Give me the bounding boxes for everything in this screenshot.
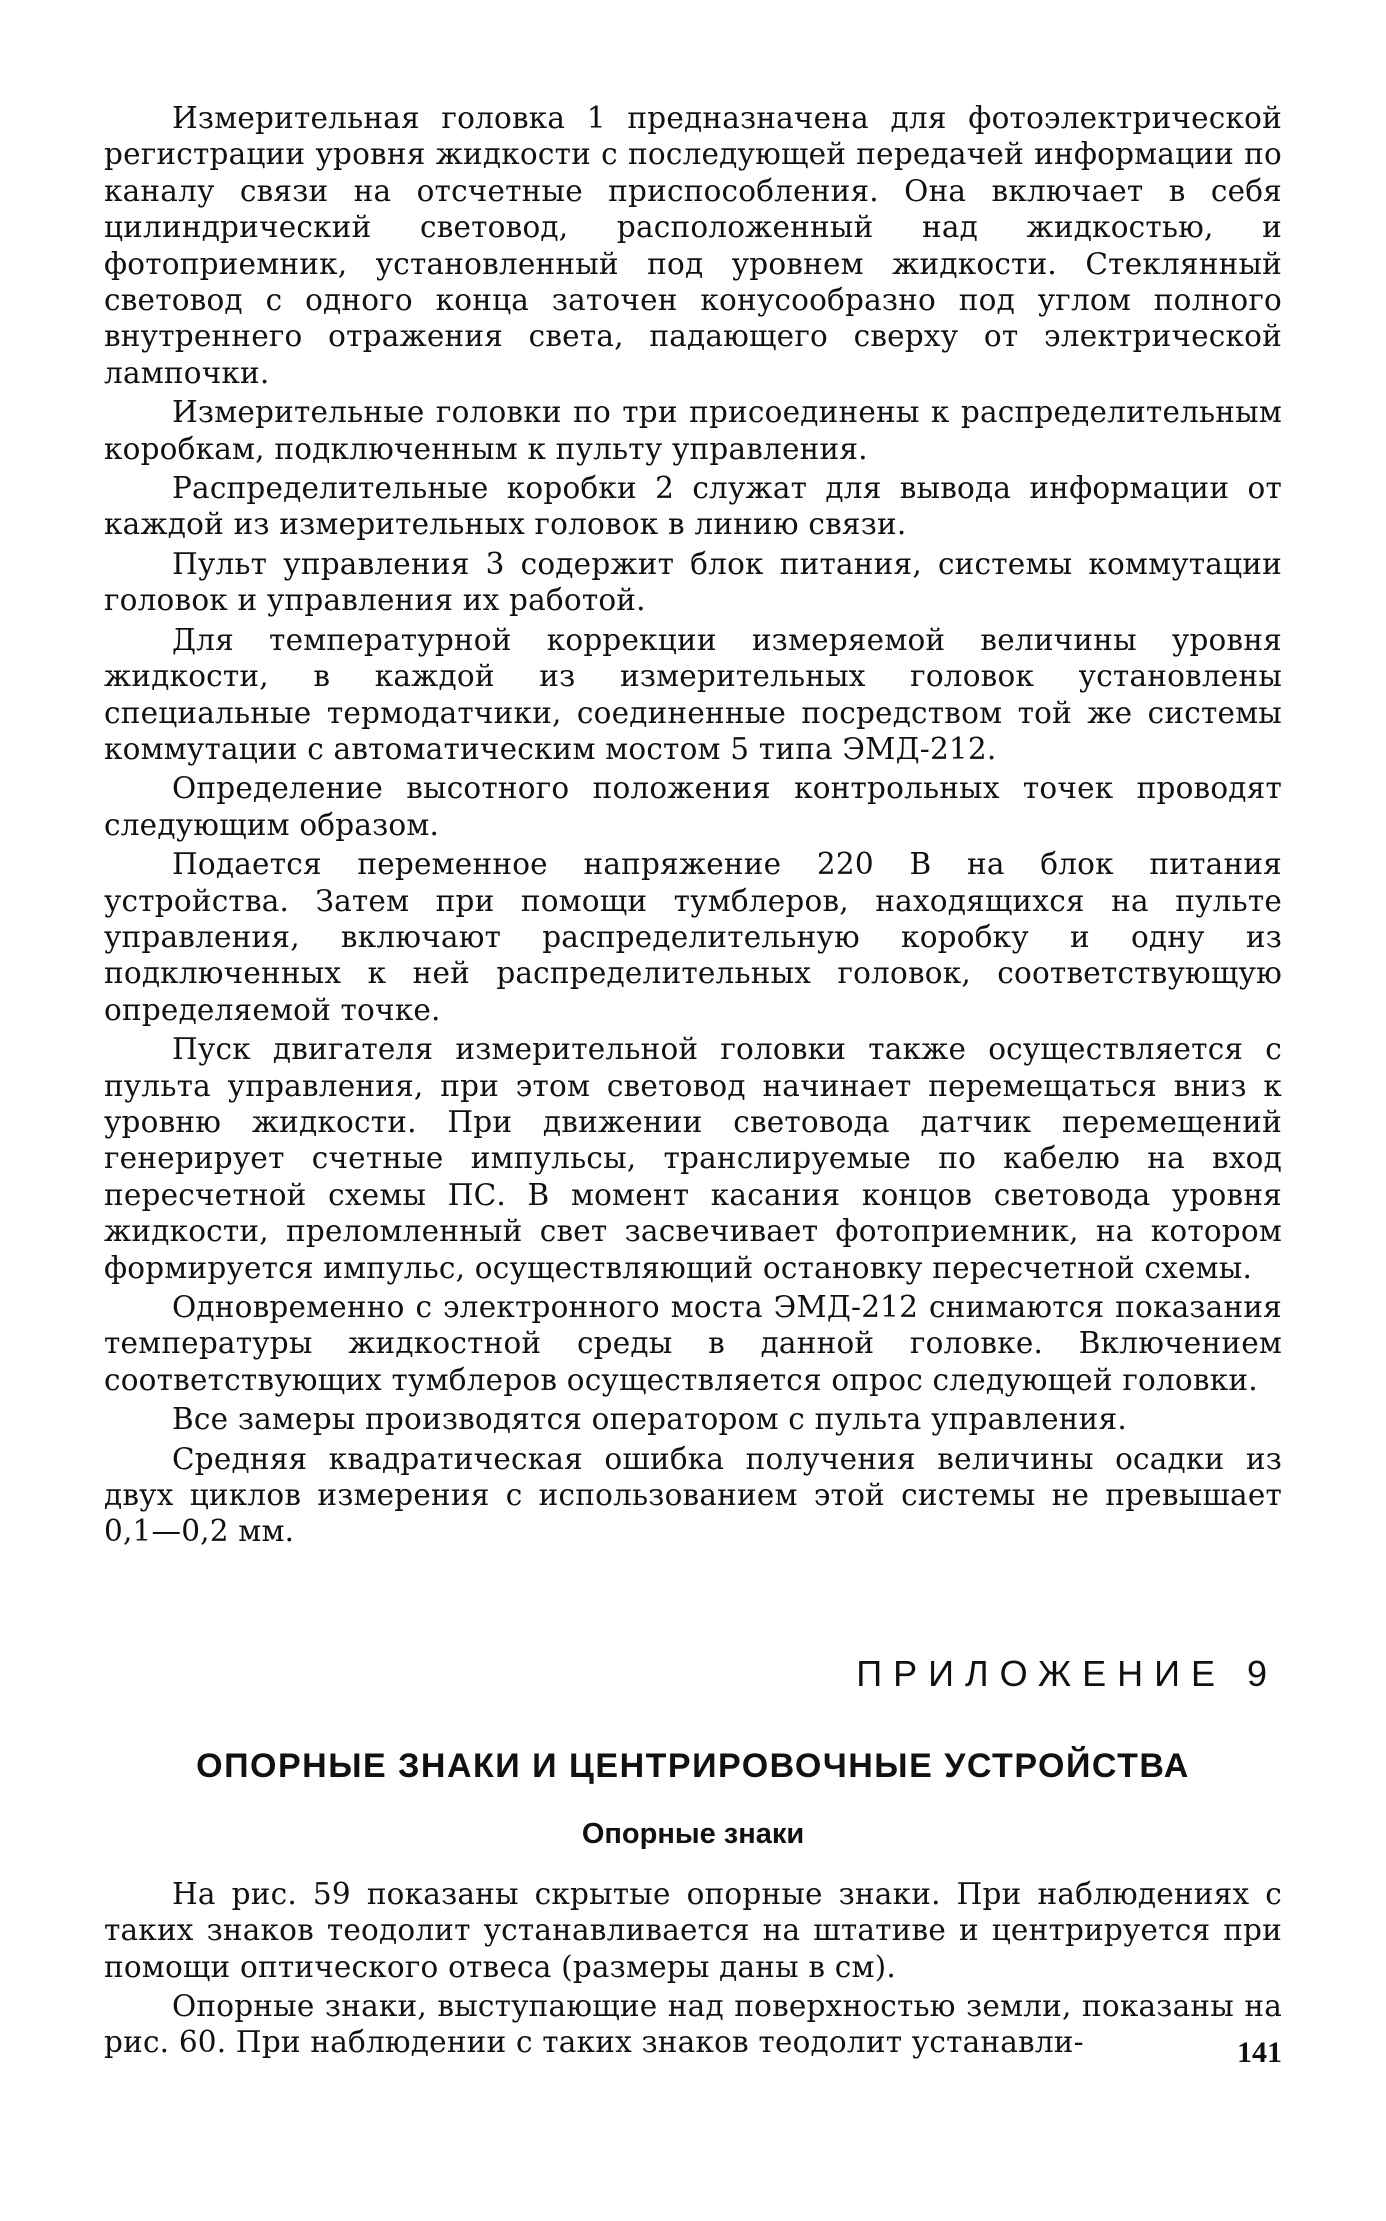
paragraph: Пульт управления 3 содержит блок питания, системы коммутации головок и управления их работой. [104,546,1282,618]
paragraph: Все замеры производятся оператором с пульта управления. [172,1402,1127,1437]
paragraph: Для температурной коррекции измеряемой величины уровня жидкости, в каждой из измерительных головок установлены специальные термодатчики, соединенные посредством той же системы коммутации с автоматическим мостом 5 типа ЭМД-212. [104,622,1282,766]
paragraph: Определение высотного положения контрольных точек проводят следующим образом. [104,771,1282,842]
paragraph: Измерительная головка 1 предназначена для фотоэлектрической регистрации уровня жидкости с последующей передачей информации по каналу связи на отсчетные приспособления. Она включает в себя цилиндрический световод, расположенный над жидкостью, и фотоприемник, установленный под уровнем жидкости. Стеклянный световод с одного конца заточен конусообразно под углом полного внутреннего отражения света, падающего сверху от электрической лампочки. [104,101,1282,390]
subsection-title: Опорные знаки [581,1817,805,1850]
paragraph: Опорные знаки, выступающие над поверхностью земли, показаны на рис. 60. При наблюдении с таких знаков теодолит устанавли- [104,1989,1282,2060]
paragraph: Распределительные коробки 2 служат для вывода информации от каждой из измерительных головок в линию связи. [104,471,1282,542]
section-title: ОПОРНЫЕ ЗНАКИ И ЦЕНТРИРОВОЧНЫЕ УСТРОЙСТВА [196,1746,1190,1785]
paragraph: Средняя квадратическая ошибка получения величины осадки из двух циклов измерения с использованием этой системы не превышает 0,1—0,2 мм. [104,1441,1282,1549]
paragraph: Подается переменное напряжение 220 В на блок питания устройства. Затем при помощи тумблеров, находящихся на пульте управления, включают распределительную коробку и одну из подключенных к ней распределительных головок, соответствующую определяемой точке. [104,847,1282,1027]
paragraph: На рис. 59 показаны скрытые опорные знаки. При наблюдениях с таких знаков теодолит устанавливается на штативе и центрируется при помощи оптического отвеса (размеры даны в см). [104,1876,1282,1984]
page-number: 141 [1237,2036,1282,2069]
appendix-label: ПРИЛОЖЕНИЕ 9 [856,1652,1278,1694]
paragraph: Измерительные головки по три присоединены к распределительным коробкам, подключенным к пульту управления. [104,395,1282,466]
paragraph: Пуск двигателя измерительной головки также осуществляется с пульта управления, при этом световод начинает перемещаться вниз к уровню жидкости. При движении световода датчик перемещений генерирует счетные импульсы, транслируемые по кабелю на вход пересчетной схемы ПС. В момент касания концов световода уровня жидкости, преломленный свет засвечивает фотоприемник, на котором формируется импульс, осуществляющий остановку пересчетной схемы. [104,1032,1282,1285]
page-content [104,100,1282,2061]
paragraph: Одновременно с электронного моста ЭМД-212 снимаются показания температуры жидкостной среды в данной головке. Включением соответствующих тумблеров осуществляется опрос следующей головки. [104,1290,1282,1397]
